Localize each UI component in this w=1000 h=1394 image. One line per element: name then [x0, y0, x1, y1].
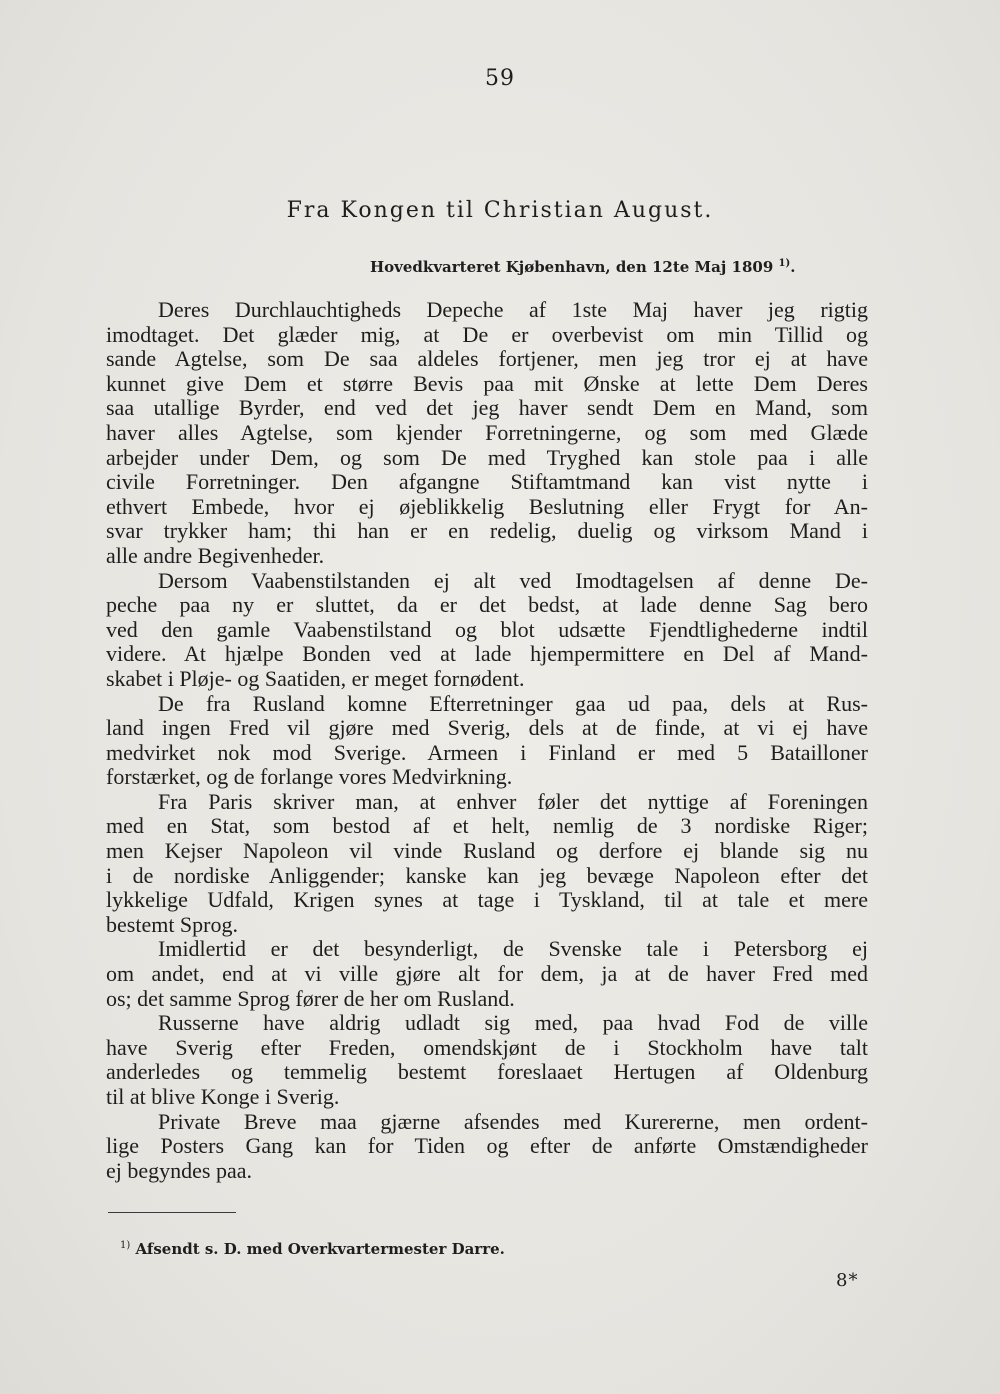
body-line: Imidlertid er det besynderligt, de Svenske tale i Petersborg ej: [158, 936, 868, 962]
dateline-period: .: [790, 258, 796, 276]
signature-mark: 8*: [836, 1270, 859, 1291]
dateline-footnote-mark: 1): [778, 258, 791, 269]
body-line: Fra Paris skriver man, at enhver føler det nyttige af Foreningen: [158, 788, 868, 814]
body-line: sande Agtelse, som De saa aldeles fortjener, men jeg tror ej at have: [106, 346, 868, 372]
footnote: [120, 1240, 505, 1258]
body-line: med en Stat, som bestod af et helt, nemlig de 3 nordiske Riger;: [106, 813, 868, 839]
footnote-mark: 1): [120, 1240, 131, 1251]
body-line: anderledes og temmelig bestemt foreslaaet Hertugen af Oldenburg: [106, 1059, 868, 1085]
body-line: til at blive Konge i Sverig.: [106, 1084, 340, 1109]
body-line: forstærket, og de forlange vores Medvirkning.: [106, 764, 513, 790]
body-line: ej begyndes paa.: [106, 1157, 252, 1183]
body-line: Dersom Vaabenstilstanden ej alt ved Imodtagelsen af denne De-: [158, 567, 868, 593]
body-line: arbejder under Dem, og som De med Tryghed kan stole paa i alle: [106, 444, 868, 470]
body-line: haver alles Agtelse, som kjender Forretningerne, og som med Glæde: [106, 419, 868, 445]
body-line: have Sverig efter Freden, omendskjønt de i Stockholm have talt: [106, 1034, 868, 1060]
body-line: saa utallige Byrder, end ved det jeg haver sendt Dem en Mand, som: [106, 395, 868, 421]
page-number: 59: [485, 66, 515, 91]
dateline: [370, 258, 795, 276]
body-line: skabet i Pløje- og Saatiden, er meget fornødent.: [106, 665, 525, 691]
body-line: De fra Rusland komne Efterretninger gaa ud paa, dels at Rus-: [158, 690, 868, 716]
body-line: os; det samme Sprog fører de her om Rusland.: [106, 985, 515, 1011]
dateline-text: Hovedkvarteret Kjøbenhavn, den 12te Maj 1809: [370, 258, 774, 276]
body-line: ethvert Embede, hvor ej øjeblikkelig Beslutning eller Frygt for An-: [106, 493, 868, 519]
body-line: videre. At hjælpe Bonden ved at lade hjempermittere en Del af Mand-: [106, 641, 868, 667]
body-line: om andet, end at vi ville gjøre alt for dem, ja at de haver Fred med: [106, 961, 868, 987]
body-line: alle andre Begivenheder.: [106, 542, 325, 568]
body-line: men Kejser Napoleon vil vinde Rusland og derfore ej blande sig nu: [106, 838, 868, 864]
letter-body: [106, 298, 868, 1183]
body-line: peche paa ny er sluttet, da er det bedst, at lade denne Sag bero: [106, 592, 868, 618]
body-line: Russerne have aldrig udladt sig med, paa hvad Fod de ville: [158, 1010, 868, 1036]
body-line: i de nordiske Anliggender; kanske kan jeg bevæge Napoleon efter det: [106, 862, 868, 888]
body-line: civile Forretninger. Den afgangne Stiftamtmand kan vist nytte i: [106, 469, 868, 495]
letter-title: Fra Kongen til Christian August.: [286, 198, 714, 223]
body-line: ved den gamle Vaabenstilstand og blot udsætte Fjendtlighederne indtil: [106, 616, 868, 642]
body-line: lige Posters Gang kan for Tiden og efter de anførte Omstændigheder: [106, 1133, 868, 1159]
body-line: medvirket nok mod Sverige. Armeen i Finland er med 5 Batailloner: [106, 739, 868, 765]
body-line: Private Breve maa gjærne afsendes med Kurererne, men ordent-: [158, 1108, 868, 1134]
body-line: kunnet give Dem et større Bevis paa mit Ønske at lette Dem Deres: [106, 370, 868, 396]
footnote-text: Afsendt s. D. med Overkvartermester Darre.: [135, 1240, 505, 1258]
footnote-divider: [108, 1212, 236, 1213]
body-line: land ingen Fred vil gjøre med Sverig, dels at de finde, at vi ej have: [106, 715, 868, 741]
body-line: bestemt Sprog.: [106, 911, 238, 937]
body-line: lykkelige Udfald, Krigen synes at tage i Tyskland, til at tale et mere: [106, 887, 868, 913]
body-line: svar trykker ham; thi han er en redelig, duelig og virksom Mand i: [106, 518, 868, 544]
body-line: Deres Durchlauchtigheds Depeche af 1ste Maj haver jeg rigtig: [158, 297, 868, 322]
body-line: imodtaget. Det glæder mig, at De er overbevist om min Tillid og: [106, 321, 868, 347]
